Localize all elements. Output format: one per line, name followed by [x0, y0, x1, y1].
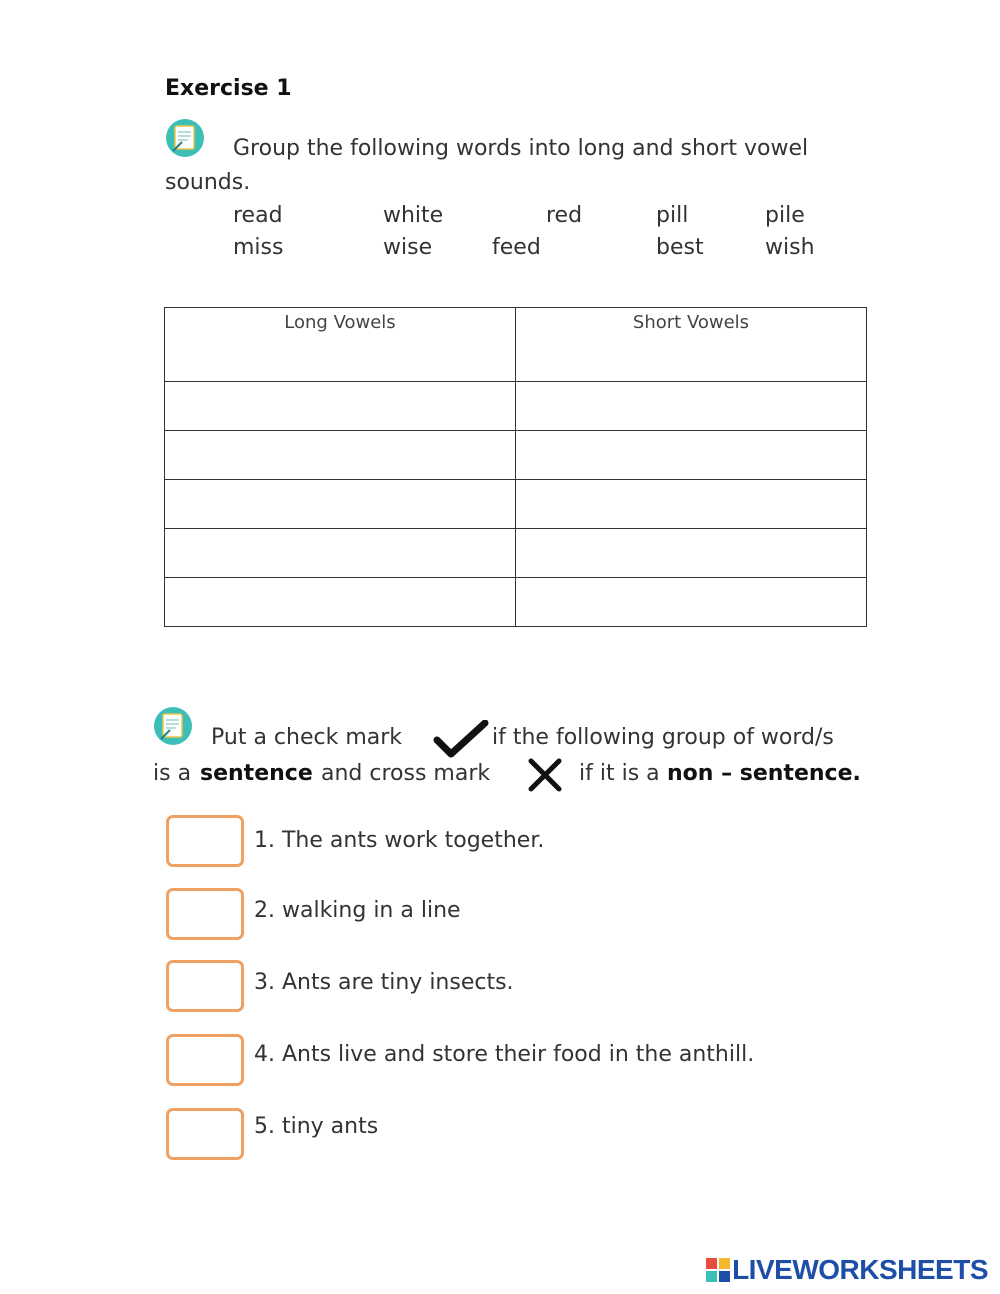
cross-mark-icon — [526, 756, 564, 794]
instruction-line-1: Group the following words into long and short vowel — [233, 136, 809, 161]
word-bank-item: wise — [383, 235, 433, 260]
list-item: 3. Ants are tiny insects. — [254, 970, 514, 995]
short-vowel-cell[interactable] — [516, 578, 867, 627]
cross-instruction-part-b: and cross mark — [321, 761, 491, 786]
answer-box[interactable] — [166, 1034, 244, 1086]
short-vowel-cell[interactable] — [516, 480, 867, 529]
logo-mark-icon — [706, 1258, 730, 1282]
long-vowel-cell[interactable] — [165, 480, 516, 529]
long-vowel-cell[interactable] — [165, 431, 516, 480]
sentence-keyword: sentence — [200, 761, 313, 786]
header-long-vowels: Long Vowels — [165, 308, 516, 382]
list-item: 4. Ants live and store their food in the anthill. — [254, 1042, 755, 1067]
instruction-line-2: sounds. — [165, 170, 251, 195]
vowel-table — [164, 307, 867, 627]
word-bank-item: feed — [492, 235, 541, 260]
long-vowel-cell[interactable] — [165, 529, 516, 578]
non-sentence-keyword: non – sentence. — [667, 761, 861, 786]
table-header-row — [165, 308, 867, 382]
word-bank-item: pile — [765, 203, 805, 228]
table-row — [165, 431, 867, 480]
exercise-title: Exercise 1 — [165, 76, 292, 101]
short-vowel-cell[interactable] — [516, 529, 867, 578]
word-bank-item: read — [233, 203, 283, 228]
table-row — [165, 529, 867, 578]
word-bank-item: pill — [656, 203, 689, 228]
list-item: 5. tiny ants — [254, 1114, 379, 1139]
cross-instruction-part-c: if it is a — [579, 761, 660, 786]
word-bank-item: wish — [765, 235, 815, 260]
list-item: 1. The ants work together. — [254, 828, 545, 853]
answer-box[interactable] — [166, 1108, 244, 1160]
table-row — [165, 480, 867, 529]
short-vowel-cell[interactable] — [516, 382, 867, 431]
notepad-icon — [165, 118, 205, 158]
table-row — [165, 382, 867, 431]
liveworksheets-logo — [706, 1254, 988, 1286]
check-instruction-part-b: if the following group of word/s — [492, 725, 834, 750]
short-vowel-cell[interactable] — [516, 431, 867, 480]
cross-instruction-part-a: is a — [153, 761, 192, 786]
word-bank-item: miss — [233, 235, 284, 260]
check-instruction-part-a: Put a check mark — [211, 725, 403, 750]
word-bank-item: white — [383, 203, 444, 228]
answer-box[interactable] — [166, 815, 244, 867]
long-vowel-cell[interactable] — [165, 382, 516, 431]
logo-text: LIVEWORKSHEETS — [732, 1254, 988, 1285]
word-bank-item: red — [546, 203, 583, 228]
table-row — [165, 578, 867, 627]
word-bank-item: best — [656, 235, 704, 260]
answer-box[interactable] — [166, 960, 244, 1012]
answer-box[interactable] — [166, 888, 244, 940]
notepad-icon — [153, 706, 193, 746]
list-item: 2. walking in a line — [254, 898, 461, 923]
header-short-vowels: Short Vowels — [516, 308, 867, 382]
long-vowel-cell[interactable] — [165, 578, 516, 627]
check-mark-icon — [433, 720, 489, 760]
